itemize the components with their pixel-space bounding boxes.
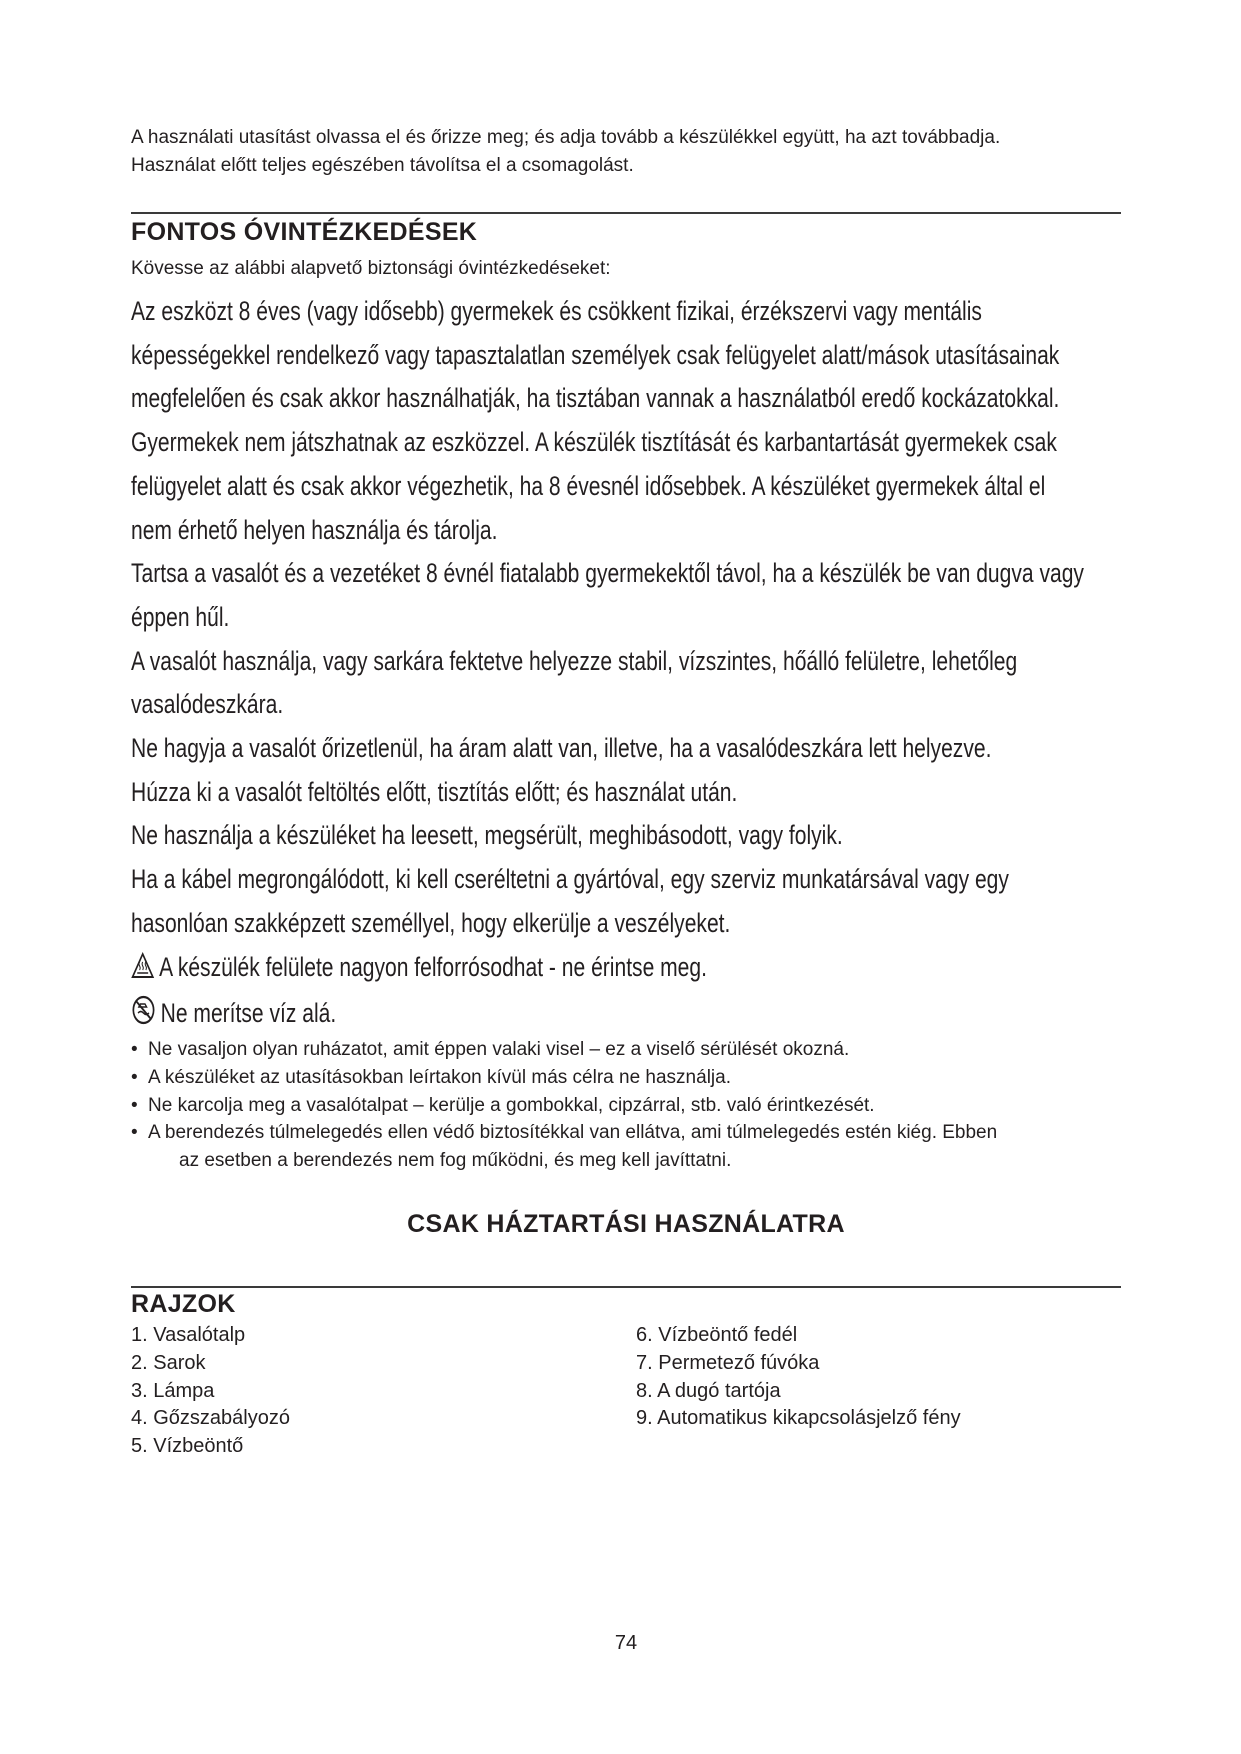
parts-list-right [636,1322,961,1433]
page-number: 74 [614,1632,638,1654]
section-divider [131,1286,1121,1288]
household-use-notice: CSAK HÁZTARTÁSI HASZNÁLATRA [407,1210,845,1238]
section-divider [131,212,1121,214]
bullet-list [131,1036,1121,1175]
list-item: 9. Automatikus kikapcsolásjelző fény [636,1407,961,1430]
list-item: 3. Lámpa [131,1379,215,1402]
safety-line: megfelelően és csak akkor használhatják, ha tisztában vannak a használatból eredő kockázatokkal. [131,383,1060,414]
bullet-continuation: az esetben a berendezés nem fog működni, és meg kell javíttatni. [179,1150,732,1172]
no-water-immersion-icon [131,995,156,1039]
bullet-dot: • [131,1122,138,1144]
list-item: 4. Gőzszabályozó [131,1407,290,1430]
intro-text [131,124,1121,180]
safety-line: felügyelet alatt és csak akkor végezhetik, ha 8 évesnél idősebbek. A készüléket gyermekek által el [131,470,1046,501]
hot-surface-warning-icon [131,949,154,993]
list-item: 5. Vízbeöntő [131,1435,244,1458]
intro-line: A használati utasítást olvassa el és őrizze meg; és adja tovább a készülékkel együtt, ha azt továbbadja. [131,127,1001,148]
hot-surface-text: A készülék felülete nagyon felforrósodhat - ne érintse meg. [159,951,707,982]
list-item: 8. A dugó tartója [636,1379,781,1402]
no-immerse-warning [131,992,1129,1039]
safety-instructions [131,290,1129,1039]
safety-line: nem érhető helyen használja és tárolja. [131,514,498,545]
list-item: • Ne vasaljon olyan ruházatot, amit éppen valaki visel – ez a viselő sérülését okozná. [131,1036,1121,1064]
safety-line: Húzza ki a vasalót feltöltés előtt, tisztítás előtt; és használat után. [131,776,738,807]
no-immerse-text: Ne merítse víz alá. [160,998,337,1029]
safety-line: vasalódeszkára. [131,689,284,720]
safety-line: Tartsa a vasalót és a vezetéket 8 évnél fiatalabb gyermekektől távol, ha a készülék be van dugva vagy [131,558,1084,589]
list-item: 6. Vízbeöntő fedél [636,1324,798,1346]
safety-line: képességekkel rendelkező vagy tapasztalatlan személyek csak felügyelet alatt/mások utasításainak [131,339,1060,370]
drawings-heading: RAJZOK [131,1290,236,1318]
bullet-dot: • [131,1066,138,1088]
safety-line: éppen hűl. [131,601,230,632]
safety-line: hasonlóan szakképzett személlyel, hogy elkerülje a veszélyeket. [131,907,731,938]
safety-line: A vasalót használja, vagy sarkára fektetve helyezze stabil, vízszintes, hőálló felületre, lehetőleg [131,645,1018,676]
intro-line: Használat előtt teljes egészében távolítsa el a csomagolást. [131,155,634,176]
safety-line: Ne hagyja a vasalót őrizetlenül, ha áram alatt van, illetve, ha a vasalódeszkára lett helyezve. [131,733,992,764]
bullet-dot: • [131,1094,138,1116]
list-item: 7. Permetező fúvóka [636,1351,820,1374]
safety-line: Gyermekek nem játszhatnak az eszközzel. A készülék tisztítását és karbantartását gyermekek csak [131,427,1057,458]
safety-line: Ha a kábel megrongálódott, ki kell cseréltetni a gyártóval, egy szerviz munkatársával vagy egy [131,864,1009,895]
list-item: 2. Sarok [131,1351,206,1374]
hot-surface-warning [131,946,1129,993]
safety-line: Az eszközt 8 éves (vagy idősebb) gyermekek és csökkent fizikai, érzékszervi vagy mentális [131,296,982,326]
list-item: • A készüléket az utasításokban leírtakon kívül más célra ne használja. [131,1064,1121,1092]
bullet-dot: • [131,1039,138,1060]
safety-heading: FONTOS ÓVINTÉZKEDÉSEK [131,218,478,246]
safety-subtitle: Kövesse az alábbi alapvető biztonsági óvintézkedéseket: [131,258,611,279]
list-item: • Ne karcolja meg a vasalótalpat – kerülje a gombokkal, cipzárral, stb. való érintkezését. [131,1092,1121,1120]
parts-list-left [131,1322,290,1461]
safety-line: Ne használja a készüléket ha leesett, megsérült, meghibásodott, vagy folyik. [131,820,843,851]
list-item: • A berendezés túlmelegedés ellen védő biztosítékkal van ellátva, ami túlmelegedés estén kiég. Ebben [131,1119,1121,1147]
list-item: 1. Vasalótalp [131,1324,246,1346]
